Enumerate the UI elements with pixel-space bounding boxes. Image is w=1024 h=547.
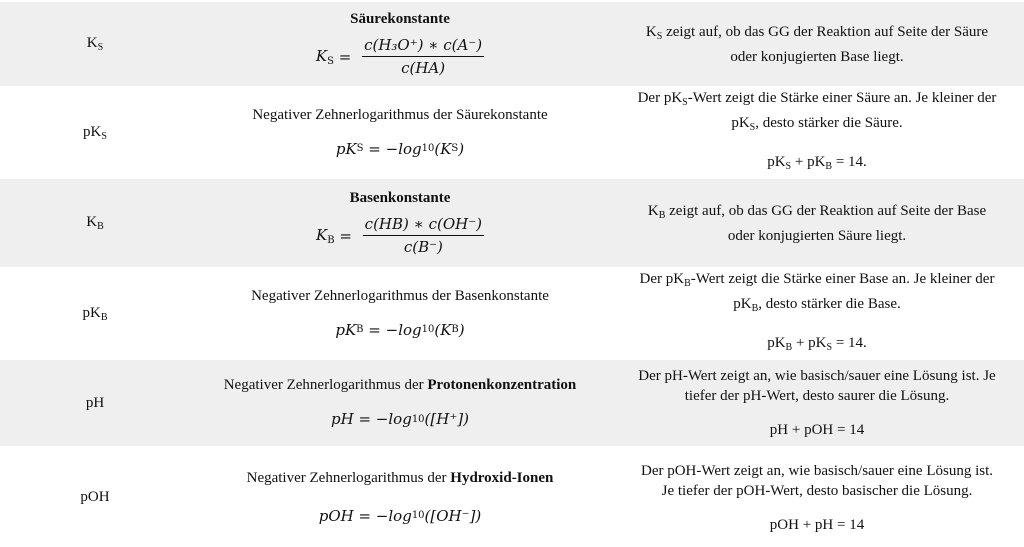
symbol-subscript: B: [100, 311, 108, 323]
definition-cell: [190, 87, 610, 178]
definition-title: Negativer Zehnerlogarithmus der Hydroxid-Ionen: [246, 469, 554, 486]
formula: pK B = −log 10 (K B ): [335, 320, 465, 339]
symbol-cell: [0, 87, 190, 178]
symbol: pH: [85, 394, 105, 411]
definition-title: Negativer Zehnerlogarithmus der Protonenkonzentration: [223, 377, 577, 393]
symbol: pK: [83, 123, 102, 140]
relation: pH + pOH = 14: [769, 422, 865, 438]
definition-title: Negativer Zehnerlogarithmus der Basenkonstante: [251, 287, 549, 304]
fraction-denominator: c(HA): [401, 59, 446, 77]
definition-cell: [190, 1, 610, 87]
fraction-denominator: c(B⁻): [403, 238, 443, 256]
table-row-ks: [0, 1, 1024, 87]
symbol-cell: [0, 359, 190, 447]
definition-cell: [190, 268, 610, 359]
symbol-cell: [0, 268, 190, 359]
definition-cell: [190, 178, 610, 268]
symbol-subscript: S: [97, 42, 104, 53]
symbol-subscript: B: [97, 221, 104, 232]
definition-cell: [190, 359, 610, 447]
explanation-cell: Der $pK_S$-Wert zeigt die Stärke einer Säure an. Je kleiner der $pK_S$, desto stärker die Säure. $pK_S + pK_B = 14$.: [610, 87, 1024, 178]
fraction: [363, 215, 484, 256]
table-row-kb: [0, 178, 1024, 268]
explanation-cell: $K_S$ zeigt auf, ob das GG der Reaktion auf Seite der Säure oder konjugierten Base liegt.: [610, 1, 1024, 87]
symbol: K: [86, 214, 98, 230]
formula: $K_S$ = $\frac{\text{c(H₃O⁺) ∗ c(A⁻)}}{c(HA)}$: [315, 36, 483, 77]
table-row-ph: [0, 359, 1024, 447]
explanation-cell: Der pH-Wert zeigt an, wie basisch/sauer eine Lösung ist. Je tiefer der pH-Wert, desto saurer die Lösung. pH + pOH = 14: [610, 359, 1024, 447]
symbol: pOH: [80, 489, 110, 505]
relation: $pK_S + pK_B = 14$.: [767, 154, 867, 172]
definition-title: Basenkonstante: [349, 190, 451, 206]
fraction: [362, 36, 484, 77]
definition-cell: [190, 447, 610, 547]
symbol: pK: [82, 304, 101, 321]
explanation-cell: Der $pK_B$-Wert zeigt die Stärke einer Base an. Je kleiner der $pK_B$, desto stärker die Base. $pK_B + pK_S = 14$.: [610, 268, 1024, 359]
explanation-cell: Der pOH-Wert zeigt an, wie basisch/sauer eine Lösung ist. Je tiefer der pOH-Wert, desto basischer die Lösung. pOH + pH = 14: [610, 447, 1024, 547]
table-row-pkb: [0, 268, 1024, 359]
table-row-pks: [0, 87, 1024, 178]
relation: pOH + pH = 14: [769, 516, 865, 533]
explanation-cell: $K_B$ zeigt auf, ob das GG der Reaktion auf Seite der Base oder konjugierten Säure liegt.: [610, 178, 1024, 268]
fraction-numerator: c(H₃O⁺) ∗ c(A⁻): [362, 36, 484, 57]
symbol-cell: [0, 178, 190, 268]
formula: pK S = −log 10 (K S ): [335, 139, 465, 158]
formula: pOH = −log 10 ([OH⁻]): [318, 506, 482, 525]
formula: pH = −log 10 ([H⁺]): [331, 410, 469, 428]
relation: $pK_B + pK_S = 14$.: [767, 335, 867, 353]
formula: $K_B$ = $\frac{c(HB) ∗ c(OH^-)}{c(B^-)}$: [315, 215, 483, 256]
definition-title: Säurekonstante: [350, 11, 450, 27]
symbol: K: [86, 35, 98, 51]
table-row-poh: [0, 447, 1024, 547]
fraction-numerator: c(HB) ∗ c(OH⁻): [363, 215, 484, 236]
symbol-cell: [0, 447, 190, 547]
definition-title: Negativer Zehnerlogarithmus der Säurekonstante: [252, 106, 548, 123]
symbol-subscript: S: [101, 130, 107, 142]
symbol-cell: [0, 1, 190, 87]
